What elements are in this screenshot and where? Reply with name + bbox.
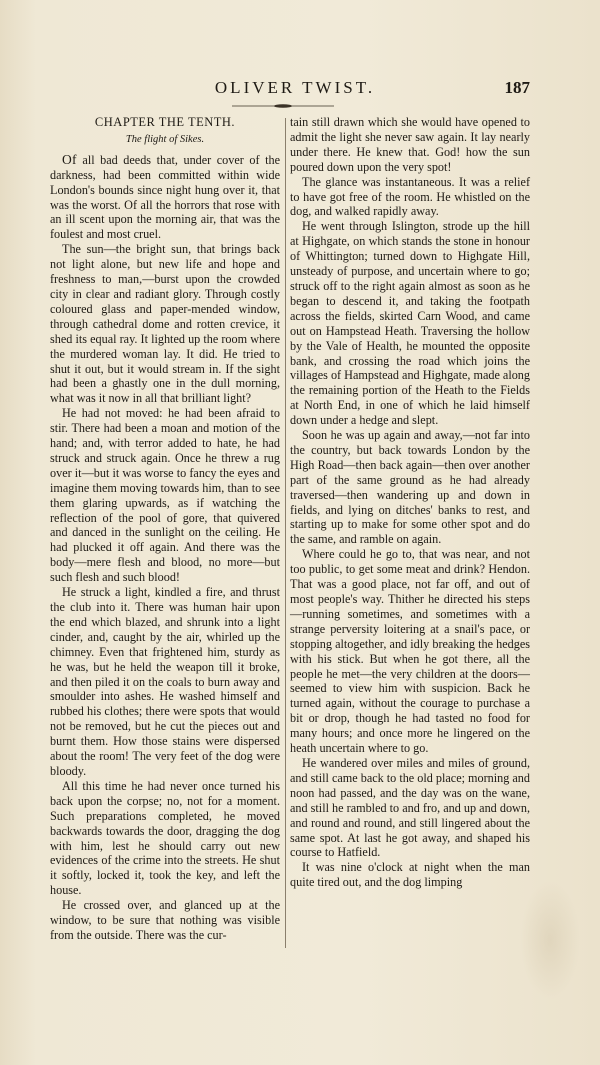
opening-word: Of [62,151,77,167]
paragraph-text: all bad deeds that, under cover of the darkness, had been committed within wide London's bounds since night hung over it, that was the worst. Of all the horrors that rose with an ill scent upon the morning air, that was the foulest and most cruel. [50,152,280,242]
column-divider [285,118,286,948]
paragraph: He struck a light, kindled a fire, and thrust the club into it. There was human hair upon the end which blazed, and shrunk into a light cinder, and, caught by the air, whirled up the chimney. Even that frightened him, sturdy as he was, but he held the weapon till it broke, and then piled it on the coals to burn away and smoulder into ashes. He washed himself and rubbed his clothes; there were spots that would not be removed, but he cut the pieces out and burnt them. How those stains were dispersed about the room! The very feet of the dog were bloody. [50,585,280,778]
paragraph: The glance was instantaneous. It was a relief to have got free of the room. He whistled on the dog, and walked rapidly away. [290,174,530,219]
paragraph: He wandered over miles and miles of ground, and still came back to the old place; morning and noon had passed, and the day was on the wane, and still he rambled to and fro, and up and down, and round and round, and still lingered about the same spot. At last he got away, and shaped his course to Hatfield. [290,755,530,860]
paragraph: He had not moved: he had been afraid to stir. There had been a moan and motion of the hand; and, with terror added to hate, he had struck and struck again. Once he threw a rug over it—but it was worse to fancy the eyes and imagine them moving towards him, than to see them glaring upwards, as if watching the reflection of the pool of gore, that quivered and danced in the sunlight on the ceiling. He had plucked it off again. And there was the body—mere flesh and blood, no more—but such flesh and such blood! [50,406,280,585]
ornamental-rule [232,104,334,108]
running-head [60,78,530,104]
paragraph: It was nine o'clock at night when the man quite tired out, and the dog limping [290,860,530,890]
chapter-subtitle: The flight of Sikes. [125,133,205,145]
paragraph: All this time he had never once turned his back upon the corpse; no, not for a moment. Such preparations completed, he moved backwards towards the door, dragging the dog with him, lest he should carry out new evidences of the crime into the streets. He shut it softly, locked it, took the key, and left the house. [50,778,280,898]
paper-stain [520,880,580,1000]
paragraph: He went through Islington, strode up the hill at Highgate, on which stands the stone in honour of Whittington; turned down to Highgate Hill, unsteady of purpose, and uncertain where to go; struck off to the right again almost as soon as he began to descend it, and taking the footpath across the fields, skirted Carn Wood, and came out on Hampstead Heath. Traversing the hollow by the Vale of Health, he mounted the opposite bank, and crossing the road which joins the villages of Hampstead and Highgate, made along the remaining portion of the Heath to the Fields at North End, in one of which he laid himself down under a hedge and slept. [290,219,530,428]
paragraph [50,153,280,242]
paragraph: He crossed over, and glanced up at the window, to be sure that nothing was visible from the outside. There was the cur- [50,898,280,942]
chapter-title: CHAPTER THE TENTH. [94,115,236,129]
paragraph-continued: tain still drawn which she would have opened to admit the light she never saw again. It lay nearly under there. He knew that. God! how the sun poured down upon the very spot! [290,115,530,174]
page-number: 187 [504,78,530,97]
paragraph: The sun—the bright sun, that brings back not light alone, but new life and hope and freshness to man,—burst upon the crowded city in clear and radiant glory. Through costly coloured glass and paper-mended window, through cathedral dome and rotten crevice, it shed its equal ray. It lighted up the room where the murdered woman lay. It did. He tried to shut it out, but it would stream in. If the sight had been a ghastly one in the dull morning, what was it now in all that brilliant light? [50,242,280,406]
paragraph: Soon he was up again and away,—not far into the country, but back towards London by the High Road—then back again—then over another part of the same ground as he had already traversed—then wandering up and down in fields, and lying on ditches' banks to rest, and starting up to make for some other spot and do the same, and ramble on again. [290,428,530,547]
left-column [50,115,280,943]
paragraph: Where could he go to, that was near, and not too public, to get some meat and drink? Hendon. That was a good place, not far off, and out of most people's way. Thither he directed his steps—running sometimes, and sometimes with a strange perversity loitering at a snail's pace, or stopping altogether, and idly breaking the hedges with his stick. But when he got there, all the people he met—the very children at the doors—seemed to view him with suspicion. Back he turned again, without the courage to purchase a bit or drop, though he had tasted no food for many hours; and once more he lingered on the heath uncertain where to go. [290,547,530,756]
running-title: OLIVER TWIST. [214,78,376,97]
right-column [290,115,530,890]
